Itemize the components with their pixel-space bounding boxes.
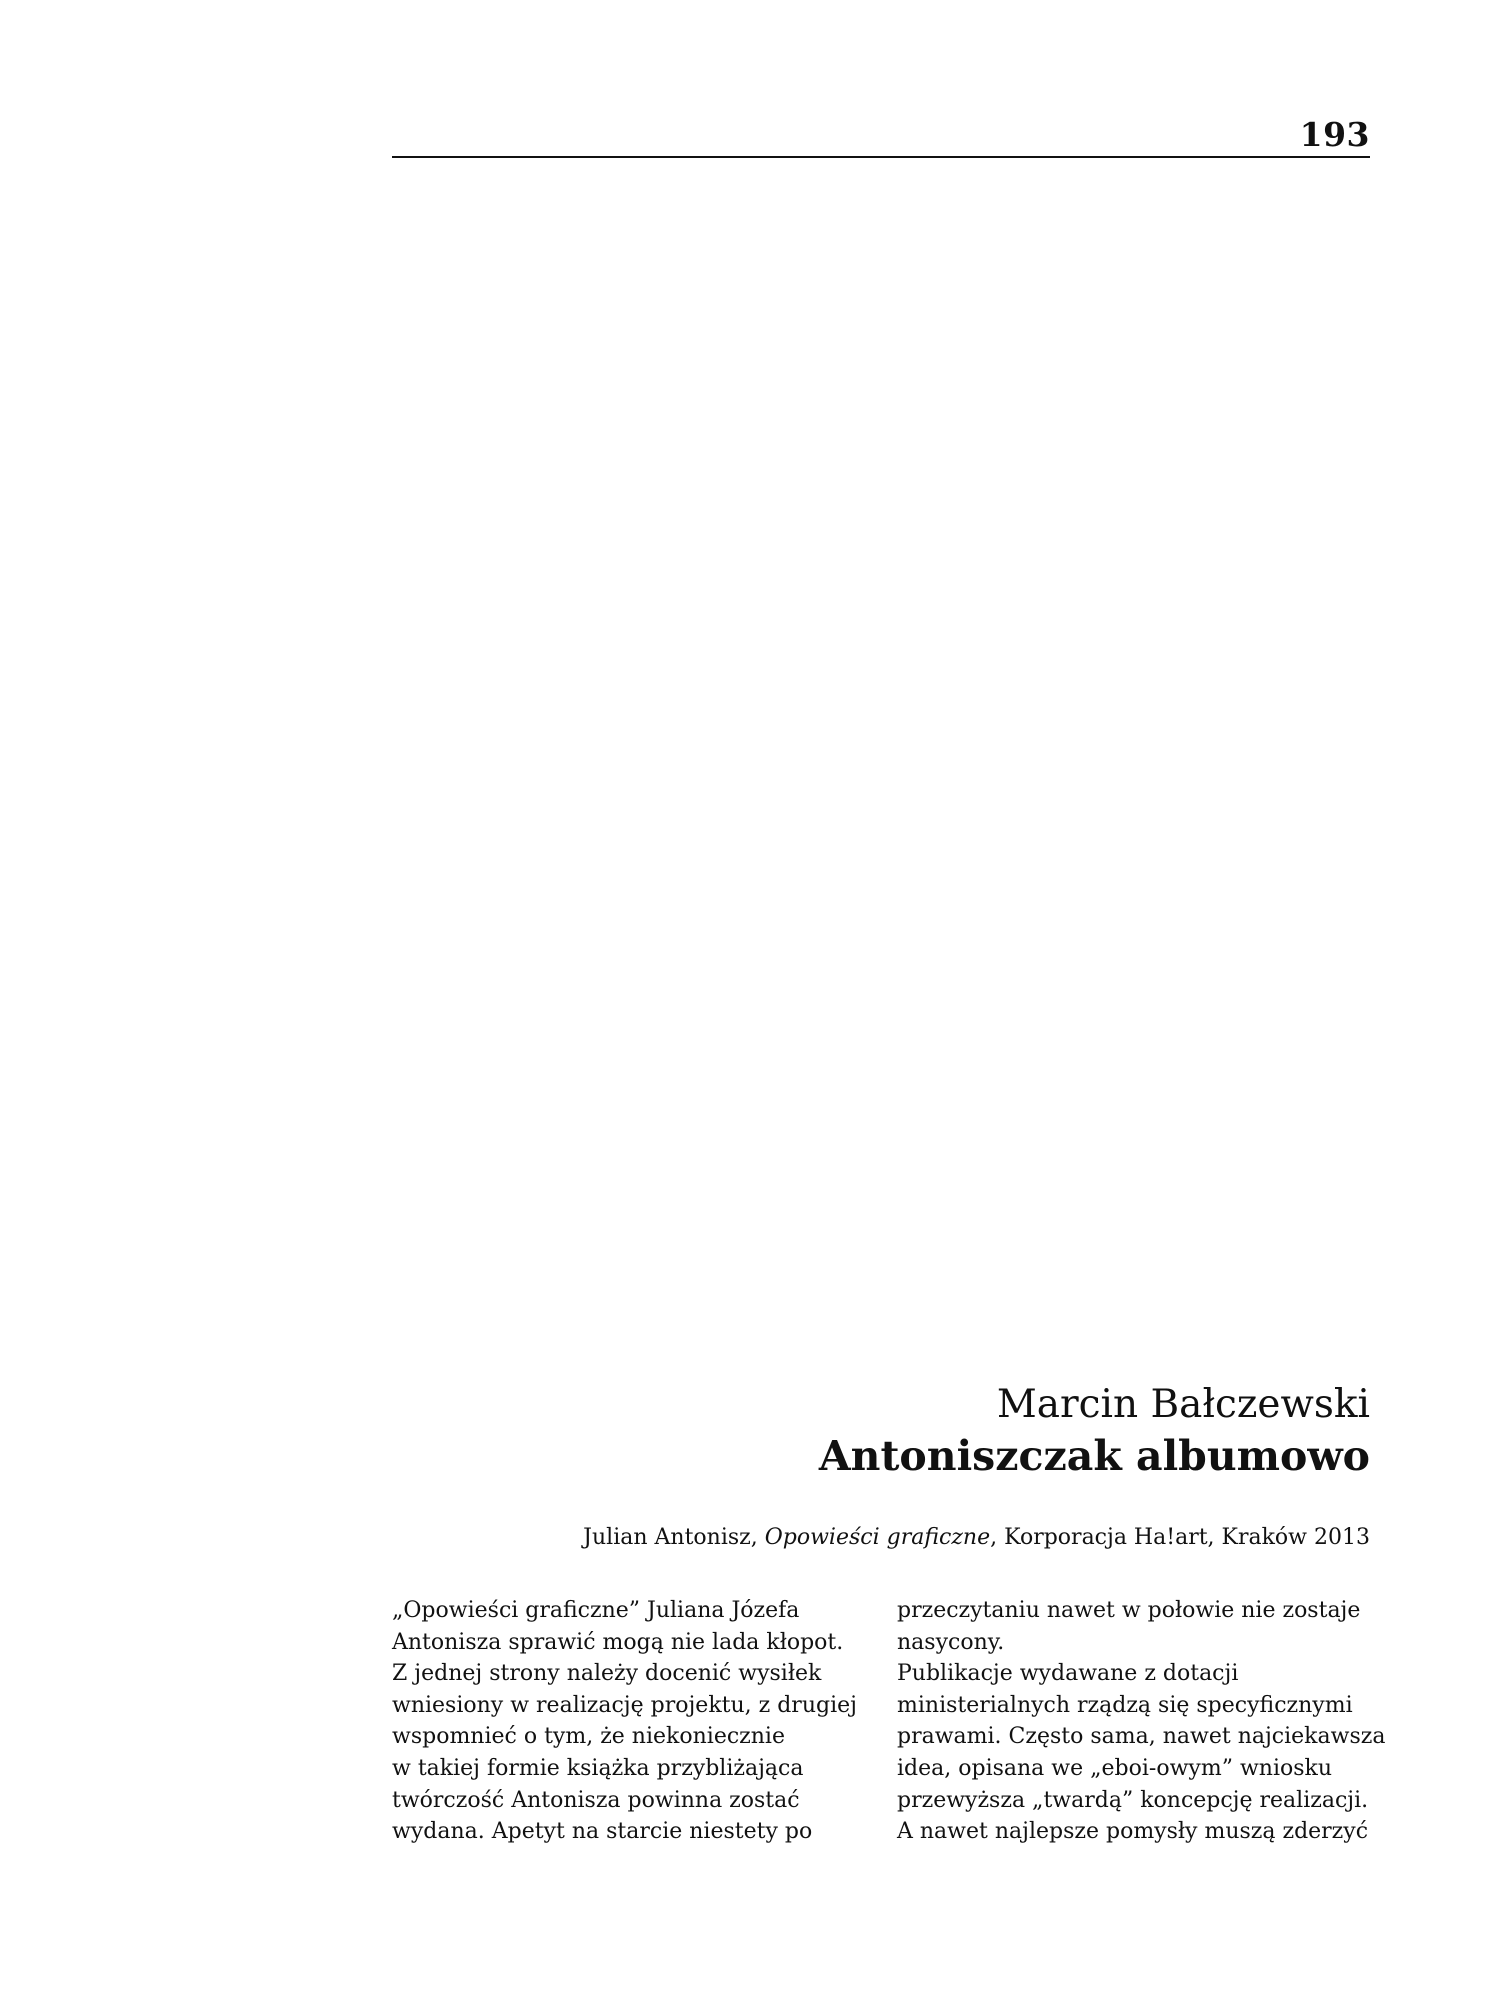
bib-book-title: Opowieści graficzne	[764, 1525, 991, 1550]
body-line: nasycony.	[897, 1629, 1005, 1655]
body-line: idea, opisana we „eboi-owym” wniosku	[897, 1755, 1333, 1781]
body-line: wniesiony w realizację projektu, z drugiej	[392, 1692, 857, 1718]
body-line: Publikacje wydawane z dotacji	[897, 1661, 1239, 1687]
body-left-column	[392, 1595, 872, 1848]
article-author: Marcin Bałczewski	[996, 1382, 1370, 1427]
bib-publisher: , Korporacja Ha!art, Kraków 2013	[990, 1525, 1370, 1550]
body-line: wspomnieć o tym, że niekoniecznie	[392, 1724, 785, 1750]
bib-author: Julian Antonisz,	[583, 1525, 765, 1550]
body-line: prawami. Często sama, nawet najciekawsza	[897, 1724, 1386, 1750]
body-line: przeczytaniu nawet w połowie nie zostaje	[897, 1598, 1361, 1623]
body-line: „Opowieści graficzne” Juliana Józefa	[392, 1598, 800, 1623]
body-line: Z jednej strony należy docenić wysiłek	[392, 1661, 822, 1687]
article-title: Antoniszczak albumowo	[818, 1432, 1370, 1480]
body-line: A nawet najlepsze pomysły muszą zderzyć	[897, 1819, 1369, 1845]
body-line: Antonisza sprawić mogą nie lada kłopot.	[392, 1629, 844, 1655]
body-line: ministerialnych rządzą się specyficznymi	[897, 1692, 1353, 1718]
body-line: w takiej formie książka przybliżająca	[392, 1755, 804, 1781]
body-line: przewyższa „twardą” koncepcję realizacji.	[897, 1787, 1369, 1813]
body-line: wydana. Apetyt na starcie niestety po	[392, 1819, 813, 1845]
body-right-column	[897, 1595, 1387, 1848]
bibliographic-note	[583, 1525, 1370, 1551]
page-number: 193	[1299, 115, 1370, 154]
header-rule	[392, 156, 1370, 158]
body-line: twórczość Antonisza powinna zostać	[392, 1787, 800, 1813]
